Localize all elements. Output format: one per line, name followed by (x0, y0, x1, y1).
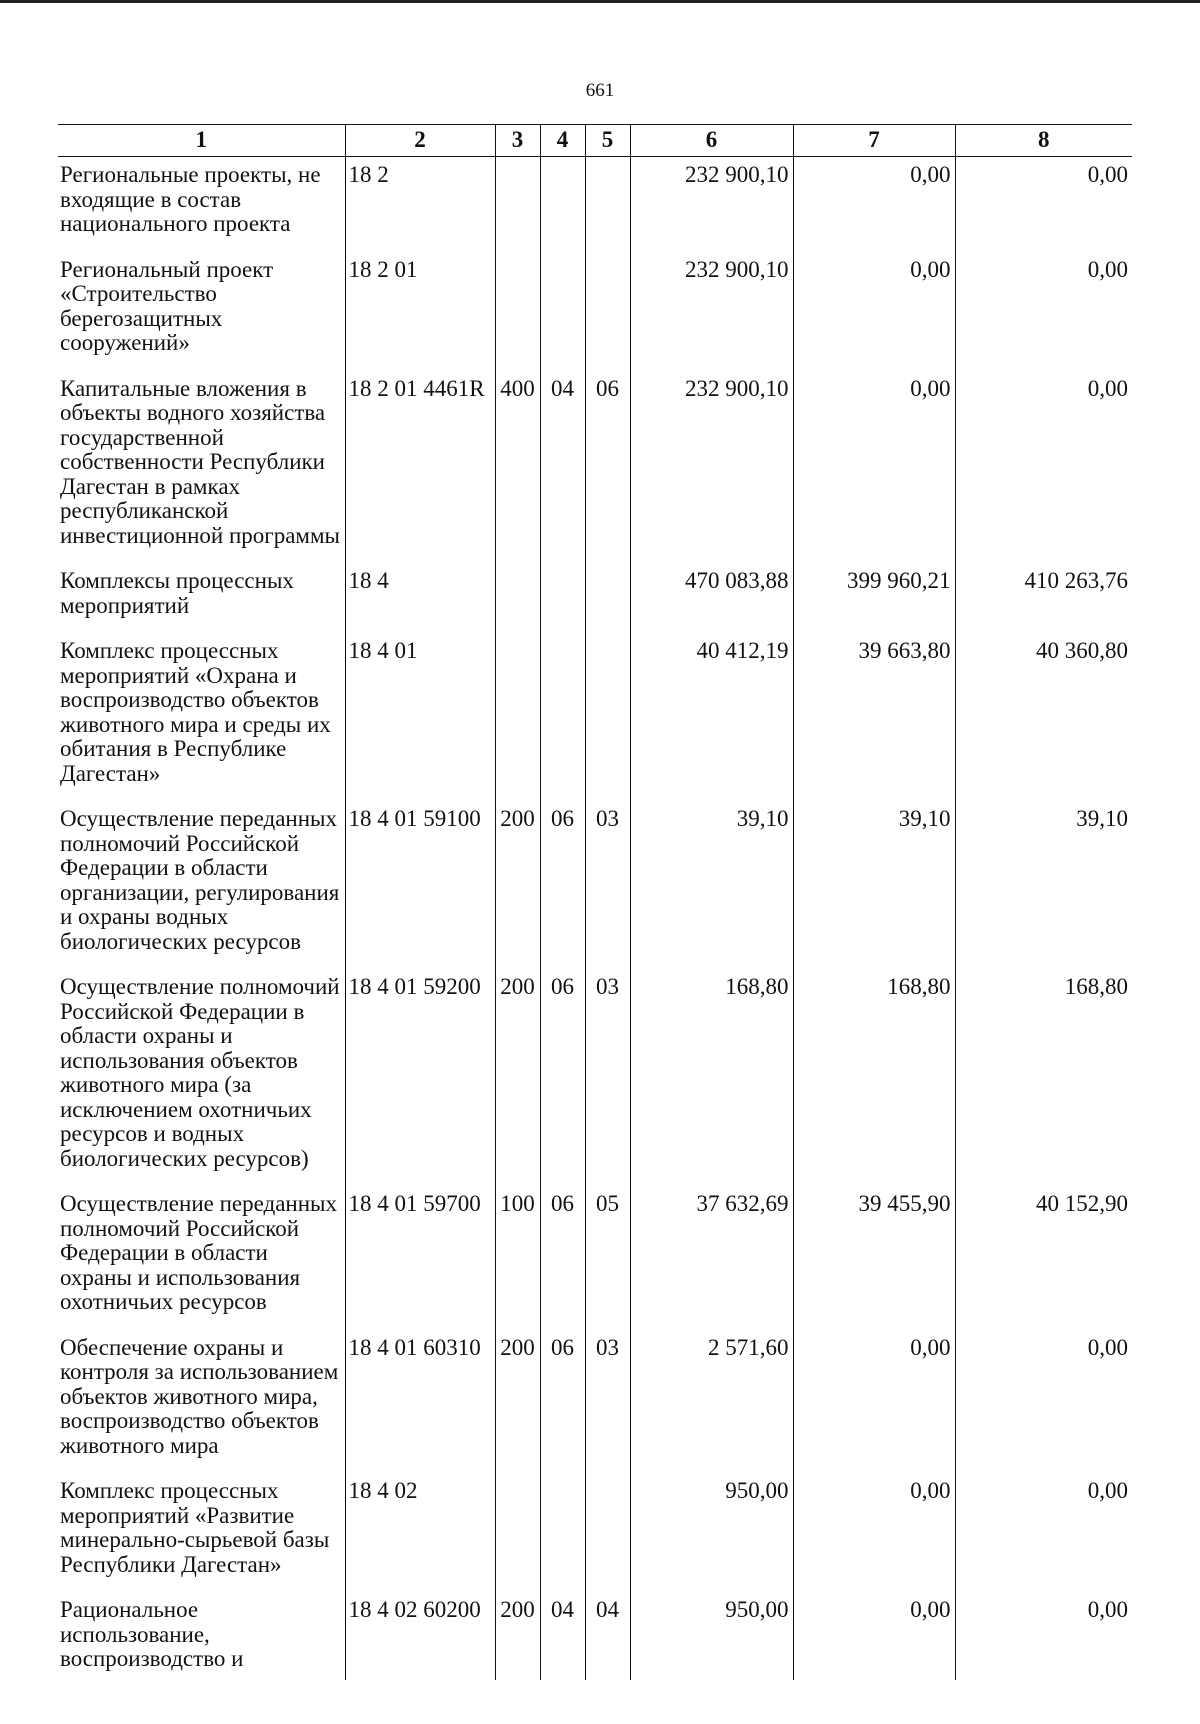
row-col5: 04 (585, 1592, 630, 1680)
row-col3 (495, 563, 540, 633)
row-name: Комплекс процессных мероприятий «Охрана и воспроизводство объектов животного мира и среды их обитания в Республике Дагестан» (60, 638, 331, 786)
row-col3 (495, 252, 540, 371)
row-col5 (585, 633, 630, 801)
row-col5 (585, 1473, 630, 1592)
row-value-7: 399 960,21 (793, 563, 955, 633)
row-value-6: 37 632,69 (630, 1186, 793, 1330)
row-name: Комплекс процессных мероприятий «Развитие минерально-сырьевой базы Республики Дагестан» (60, 1478, 330, 1577)
row-col3 (495, 1473, 540, 1592)
row-value-7: 0,00 (793, 1473, 955, 1592)
table-row (58, 563, 1132, 633)
row-value-8: 40 152,90 (955, 1186, 1132, 1330)
table-body (58, 157, 1132, 1680)
row-value-7: 0,00 (793, 1330, 955, 1474)
row-col4 (540, 563, 585, 633)
row-value-8: 40 360,80 (955, 633, 1132, 801)
row-col3: 200 (495, 969, 540, 1186)
row-value-8: 0,00 (955, 252, 1132, 371)
row-col4: 06 (540, 1186, 585, 1330)
row-value-6: 950,00 (630, 1473, 793, 1592)
budget-table (58, 124, 1132, 1680)
column-header-4: 4 (540, 125, 585, 157)
top-rule (0, 0, 1200, 3)
row-code: 18 4 01 59200 (345, 969, 495, 1186)
table-row (58, 1473, 1132, 1592)
row-value-8: 0,00 (955, 157, 1132, 252)
row-value-8: 168,80 (955, 969, 1132, 1186)
row-col3: 400 (495, 371, 540, 564)
row-value-8: 0,00 (955, 1592, 1132, 1680)
row-col4: 06 (540, 1330, 585, 1474)
column-header-2: 2 (345, 125, 495, 157)
row-value-6: 2 571,60 (630, 1330, 793, 1474)
row-col3: 200 (495, 1592, 540, 1680)
column-header-5: 5 (585, 125, 630, 157)
table-row (58, 1592, 1132, 1680)
row-value-6: 470 083,88 (630, 563, 793, 633)
row-code: 18 4 01 59700 (345, 1186, 495, 1330)
row-col4 (540, 1473, 585, 1592)
row-value-8: 410 263,76 (955, 563, 1132, 633)
table-header (58, 125, 1132, 157)
row-code: 18 4 01 60310 (345, 1330, 495, 1474)
row-col4 (540, 157, 585, 252)
row-value-8: 0,00 (955, 1473, 1132, 1592)
row-col5: 06 (585, 371, 630, 564)
row-col5: 05 (585, 1186, 630, 1330)
row-value-7: 0,00 (793, 371, 955, 564)
column-header-7: 7 (793, 125, 955, 157)
row-value-8: 0,00 (955, 371, 1132, 564)
row-value-7: 39 455,90 (793, 1186, 955, 1330)
row-code: 18 2 01 (345, 252, 495, 371)
row-name: Осуществление переданных полномочий Российской Федерации в области охраны и использования охотничьих ресурсов (60, 1191, 337, 1314)
row-col5 (585, 252, 630, 371)
row-name: Осуществление переданных полномочий Российской Федерации в области организации, регулирования и охраны водных биологических ресурсов (60, 806, 340, 954)
row-name: Региональный проект «Строительство берегозащитных сооружений» (60, 256, 274, 355)
row-value-6: 232 900,10 (630, 371, 793, 564)
row-code: 18 4 02 60200 (345, 1592, 495, 1680)
table-row (58, 633, 1132, 801)
row-value-7: 0,00 (793, 1592, 955, 1680)
table-row (58, 801, 1132, 969)
row-col3: 200 (495, 1330, 540, 1474)
column-header-1: 1 (58, 125, 345, 157)
row-value-7: 39,10 (793, 801, 955, 969)
table-row (58, 1186, 1132, 1330)
row-code: 18 4 01 59100 (345, 801, 495, 969)
row-value-7: 0,00 (793, 157, 955, 252)
row-col4: 04 (540, 1592, 585, 1680)
column-header-6: 6 (630, 125, 793, 157)
table-row (58, 371, 1132, 564)
row-value-6: 232 900,10 (630, 252, 793, 371)
row-value-6: 168,80 (630, 969, 793, 1186)
row-col5 (585, 157, 630, 252)
row-name: Региональные проекты, не входящие в состав национального проекта (60, 162, 321, 236)
column-header-8: 8 (955, 125, 1132, 157)
row-name: Обеспечение охраны и контроля за использованием объектов животного мира, воспроизводство объектов животного мира (60, 1334, 339, 1458)
row-col4: 06 (540, 969, 585, 1186)
table-row (58, 252, 1132, 371)
row-col4 (540, 252, 585, 371)
row-code: 18 2 01 4461R (345, 371, 495, 564)
row-code: 18 4 01 (345, 633, 495, 801)
row-col5: 03 (585, 969, 630, 1186)
row-value-8: 0,00 (955, 1330, 1132, 1474)
row-code: 18 4 02 (345, 1473, 495, 1592)
row-value-7: 39 663,80 (793, 633, 955, 801)
table-row (58, 1330, 1132, 1474)
row-value-7: 168,80 (793, 969, 955, 1186)
row-value-8: 39,10 (955, 801, 1132, 969)
row-code: 18 4 (345, 563, 495, 633)
row-name: Комплексы процессных мероприятий (60, 568, 294, 618)
table-row (58, 969, 1132, 1186)
row-code: 18 2 (345, 157, 495, 252)
row-name: Осуществление полномочий Российской Федерации в области охраны и использования объектов животного мира (за исключением охотничьих ресурсов и водных биологических ресурсов) (60, 974, 340, 1171)
row-col3: 200 (495, 801, 540, 969)
row-col3: 100 (495, 1186, 540, 1330)
row-name: Капитальные вложения в объекты водного хозяйства государственной собственности Республики Дагестан в рамках республиканской инвестиционной программы (60, 375, 340, 548)
row-value-6: 232 900,10 (630, 157, 793, 252)
row-col3 (495, 633, 540, 801)
page-number: 661 (585, 80, 615, 101)
row-value-6: 40 412,19 (630, 633, 793, 801)
row-col5: 03 (585, 801, 630, 969)
row-col4: 06 (540, 801, 585, 969)
column-header-3: 3 (495, 125, 540, 157)
row-col4: 04 (540, 371, 585, 564)
row-value-7: 0,00 (793, 252, 955, 371)
row-col5 (585, 563, 630, 633)
row-col4 (540, 633, 585, 801)
table-row (58, 157, 1132, 252)
row-col3 (495, 157, 540, 252)
row-value-6: 950,00 (630, 1592, 793, 1680)
row-col5: 03 (585, 1330, 630, 1474)
row-name: Рациональное использование, воспроизводство и (60, 1597, 244, 1671)
row-value-6: 39,10 (630, 801, 793, 969)
header-row (58, 125, 1132, 157)
